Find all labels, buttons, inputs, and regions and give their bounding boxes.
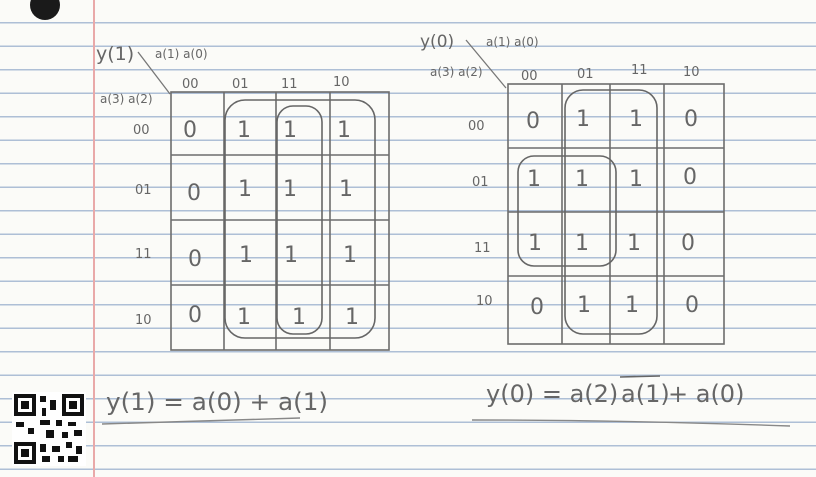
kmap-right-cell: 0 [684,107,698,132]
kmap-right-cell: 0 [685,293,699,318]
kmap-left-cell: 1 [237,305,251,330]
kmap-right-cell: 0 [526,109,540,134]
equation-y0-complemented-term: a(1) [621,380,670,408]
kmap-right-col-header: 10 [683,65,700,80]
kmap-right-cell: 0 [530,295,544,320]
kmap-right-cell: 1 [575,167,589,192]
kmap-right-row-var-label: a(3) a(2) [430,65,483,79]
kmap-left-col-header: 01 [232,77,249,92]
kmap-left-col-header: 11 [281,77,298,92]
kmap-left-cell: 1 [284,243,298,268]
kmap-right-cell: 1 [625,293,639,318]
kmap-left-cell: 0 [188,303,202,328]
kmap-left-col-header: 10 [333,75,350,90]
kmap-right-row-header: 11 [474,241,491,256]
kmap-left-col-var-label: a(1) a(0) [155,47,208,61]
kmap-right-row-header: 10 [476,294,493,309]
equation-y0-suffix: + a(0) [668,380,745,408]
kmap-left-cell: 0 [183,118,197,143]
kmap-right-cell: 1 [575,231,589,256]
kmap-left-cell: 1 [283,118,297,143]
kmap-left-cell: 1 [292,305,306,330]
kmap-left [96,43,389,350]
kmap-left-output-label: y(1) [96,43,135,65]
kmap-right-col-header: 11 [631,63,648,78]
kmap-right [420,32,724,344]
kmap-right-col-var-label: a(1) a(0) [486,35,539,49]
kmap-right-cell: 0 [683,165,697,190]
kmap-left-cell: 1 [237,118,251,143]
kmap-left-row-var-label: a(3) a(2) [100,92,153,106]
kmap-right-cell: 1 [576,107,590,132]
kmap-left-cell: 1 [339,177,353,202]
equation-y1-underline [102,418,300,424]
kmap-right-cell: 1 [577,293,591,318]
kmap-left-row-header: 10 [135,313,152,328]
kmap-right-cell: 1 [527,167,541,192]
kmap-left-cell: 0 [188,247,202,272]
kmap-left-cell: 1 [238,177,252,202]
kmap-right-output-label: y(0) [420,32,455,52]
kmap-right-row-header: 00 [468,119,485,134]
kmap-left-cell: 1 [337,118,351,143]
equation-y1: y(1) = a(0) + a(1) [106,388,328,416]
equations [102,376,790,426]
kmap-left-col-header: 00 [182,77,199,92]
kmap-right-col-header: 01 [577,67,594,82]
equation-y0-prefix: y(0) = a(2) [486,380,619,408]
kmap-right-cell: 1 [528,231,542,256]
kmap-right-cell: 1 [627,231,641,256]
kmap-left-cell: 1 [283,177,297,202]
kmap-left-row-header: 11 [135,247,152,262]
kmap-right-row-header: 01 [472,175,489,190]
equation-y0-overbar [620,376,660,377]
qr-code [12,392,86,466]
kmap-left-row-header: 00 [133,123,150,138]
kmap-right-col-header: 00 [521,69,538,84]
equation-y0-underline [472,420,790,426]
kmap-right-cell: 0 [681,231,695,256]
kmap-left-cell: 1 [239,243,253,268]
kmap-right-cell: 1 [629,167,643,192]
kmap-right-cell: 1 [629,107,643,132]
kmap-left-row-header: 01 [135,183,152,198]
kmap-left-cell: 1 [343,243,357,268]
kmap-left-cell: 0 [187,181,201,206]
kmap-left-cell: 1 [345,305,359,330]
